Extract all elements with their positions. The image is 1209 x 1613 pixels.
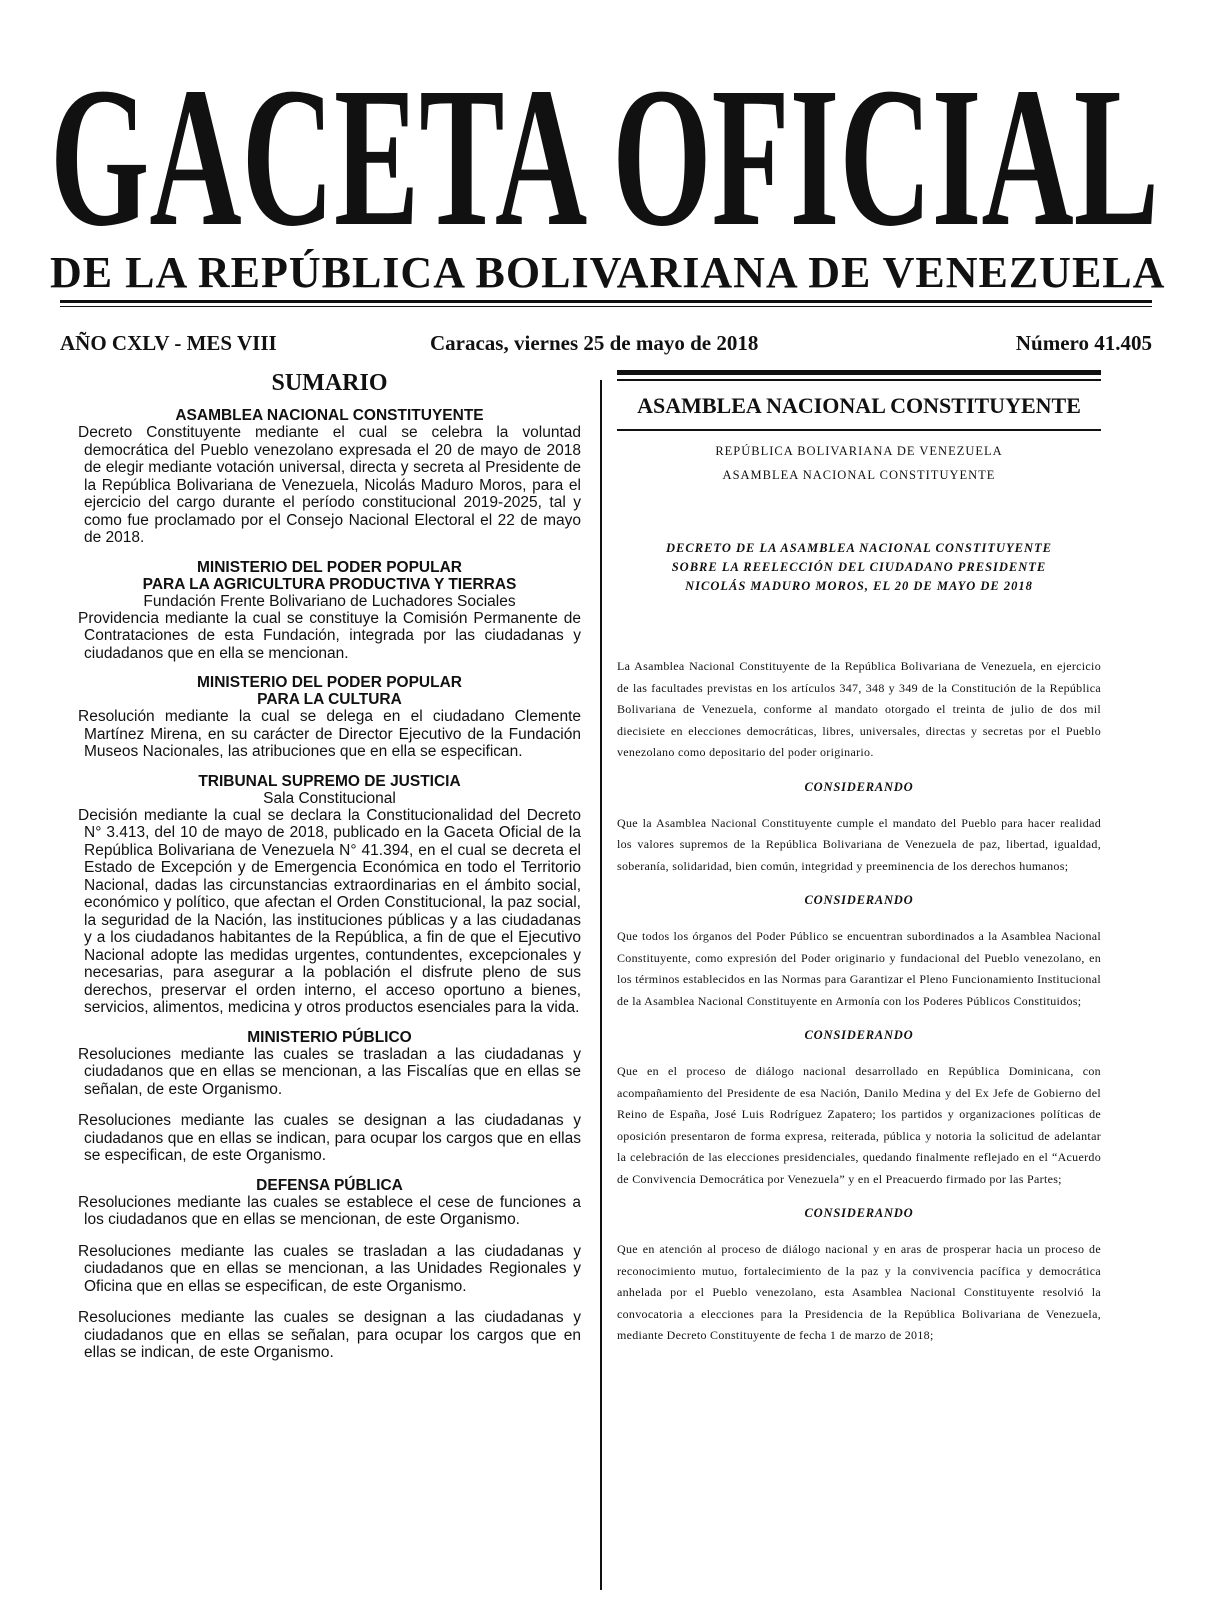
considerando-paragraph: Que en el proceso de diálogo nacional desarrollado en República Dominicana, con acompañamiento del Presidente de esa Nación, Danilo Medina y del Ex Jefe de Gobierno del Reino de España, José Luis Rodríguez Zapatero; los partidos y organizaciones políticas de oposición presentaron de forma expresa, reiterada, pública y notoria la solicitud de adelantar la celebración de las elecciones presidenciales, quedando finalmente reflejado en el “Acuerdo de Convivencia Democrática por Venezuela” y en el Preacuerdo firmado por las Partes; [617, 1064, 1101, 1186]
sumario-entry: Resoluciones mediante las cuales se designan a las ciudadanas y ciudadanos que en ellas se señalan, para ocupar los cargos que en ellas se indican, de este Organismo. [78, 1309, 581, 1361]
section-head: DEFENSA PÚBLICA [256, 1176, 403, 1194]
top-rule [60, 300, 1152, 303]
masthead [50, 52, 1166, 297]
section-heading: ASAMBLEA NACIONAL CONSTITUYENTE [637, 393, 1081, 418]
republic-line: REPÚBLICA BOLIVARIANA DE VENEZUELA [715, 444, 1003, 458]
sumario-entry: Resolución mediante la cual se delega en el ciudadano Clemente Martínez Mirena, en su carácter de Director Ejecutivo de la Fundación Museos Nacionales, las atribuciones que en ella se especifican. [78, 708, 581, 760]
column-divider [600, 380, 602, 1590]
assembly-line: ASAMBLEA NACIONAL CONSTITUYENTE [722, 468, 996, 482]
section-subhead: Sala Constitucional [263, 789, 396, 807]
sumario-entry: Decreto Constituyente mediante el cual se celebra la voluntad democrática del Pueblo venezolano expresada el 20 de mayo de 2018 de elegir mediante votación universal, directa y secreta al Presidente de la República Bolivariana de Venezuela, Nicolás Maduro Moros, para el ejercicio del cargo durante el período constitucional 2019-2025, tal y como fue proclamado por el Consejo Nacional Electoral el 22 de mayo de 2018. [78, 424, 581, 546]
section-head: TRIBUNAL SUPREMO DE JUSTICIA [198, 772, 461, 790]
section-head: ASAMBLEA NACIONAL CONSTITUYENTE [175, 407, 484, 424]
decree-title [617, 539, 1101, 596]
section-rule-bottom [617, 429, 1101, 431]
considerando-paragraph: Que todos los órganos del Poder Público se encuentran subordinados a la Asamblea Nacional Constituyente, como expresión del Poder originario y fundacional del Pueblo venezolano, en los términos establecidos en las Normas para Garantizar el Pleno Funcionamiento Institucional de la Asamblea Nacional Constituyente en Armonía con los Poderes Públicos Constituidos; [617, 929, 1101, 1008]
considerando-paragraph: Que la Asamblea Nacional Constituyente cumple el mandato del Pueblo para hacer realidad los valores supremos de la República Bolivariana de Venezuela de paz, libertad, igualdad, soberanía, solidaridad, bien común, integridad y preeminencia de los derechos humanos; [617, 815, 1101, 873]
section-rule-thin [617, 379, 1101, 381]
sumario-entry: Resoluciones mediante las cuales se establece el cese de funciones a los ciudadanos que en ellas se mencionan, de este Organismo. [78, 1193, 581, 1228]
sumario-entry: Resoluciones mediante las cuales se trasladan a las ciudadanas y ciudadanos que en ellas se mencionan, a las Fiscalías que en ellas se señalan, de este Organismo. [78, 1045, 581, 1098]
sumario-entry: Providencia mediante la cual se constituye la Comisión Permanente de Contrataciones de esta Fundación, integrada por las ciudadanas y ciudadanos que en ella se mencionan. [78, 609, 581, 662]
decree-title-line: DECRETO DE LA ASAMBLEA NACIONAL CONSTITUYENTE [666, 541, 1052, 555]
masthead-title [50, 52, 1159, 237]
sumario-entry: Resoluciones mediante las cuales se trasladan a las ciudadanas y ciudadanos que en ellas se mencionan, a las Unidades Regionales y Oficina que en ellas se especifican, de este Organismo. [78, 1242, 581, 1295]
sumario-column [78, 370, 581, 1362]
issue-date: Caracas, viernes 25 de mayo de 2018 [430, 331, 759, 355]
section-rule [617, 370, 1101, 375]
decree-intro: La Asamblea Nacional Constituyente de la República Bolivariana de Venezuela, en ejercicio de las facultades previstas en los artículos 347, 348 y 349 de la Constitución de la República Bolivariana de Venezuela, conforme al mandato otorgado el treinta de julio de dos mil diecisiete en elecciones democráticas, libres, universales, directas y secretas por el Pueblo venezolano como depositario del poder originario. [617, 659, 1101, 759]
decree-title-line: NICOLÁS MADURO MOROS, EL 20 DE MAYO DE 2018 [685, 579, 1033, 593]
decree-title-line: SOBRE LA REELECCIÓN DEL CIUDADANO PRESIDENTE [671, 560, 1047, 574]
considerando-heading: CONSIDERANDO [804, 779, 914, 794]
decree-column [617, 370, 1101, 1347]
top-rule-thin [60, 306, 1152, 307]
section-subhead: Fundación Frente Bolivariano de Luchadores Sociales [143, 592, 516, 610]
section-head: MINISTERIO DEL PODER POPULAR [197, 674, 462, 691]
section-head: PARA LA AGRICULTURA PRODUCTIVA Y TIERRAS [142, 575, 517, 593]
considerando-heading: CONSIDERANDO [804, 1028, 914, 1042]
section-head: MINISTERIO DEL PODER POPULAR [197, 558, 462, 576]
masthead-subtitle: DE LA REPÚBLICA BOLIVARIANA DE VENEZUELA [50, 248, 1166, 297]
sumario-title: SUMARIO [271, 370, 388, 396]
section-head: PARA LA CULTURA [257, 691, 402, 708]
section-head: MINISTERIO PÚBLICO [247, 1028, 412, 1046]
sumario-entry: Decisión mediante la cual se declara la Constitucionalidad del Decreto N° 3.413, del 10 de mayo de 2018, publicado en la Gaceta Oficial de la República Bolivariana de Venezuela N° 41.394, en el cual se decreta el Estado de Excepción y de Emergencia Económica en todo el Territorio Nacional, dadas las circunstancias extraordinarias en el ámbito social, económico y político, que afectan el Orden Constitucional, la paz social, la seguridad de la Nación, las instituciones públicas y a las ciudadanas y a los ciudadanos habitantes de la República, a fin de que el Ejecutivo Nacional adopte las medidas urgentes, contundentes, excepcionales y necesarias, para asegurar a la población el disfrute pleno de sus derechos, preservar el orden interno, el acceso oportuno a bienes, servicios, alimentos, medicina y otros productos esenciales para la vida. [78, 806, 581, 1016]
sumario-entry: Resoluciones mediante las cuales se designan a las ciudadanas y ciudadanos que en ellas se indican, para ocupar los cargos que en ellas se especifican, de este Organismo. [78, 1112, 581, 1164]
issue-year-month: AÑO CXLV - MES VIII [60, 331, 277, 355]
considerando-heading: CONSIDERANDO [804, 893, 914, 907]
issue-number: Número 41.405 [1015, 331, 1152, 355]
considerando-heading: CONSIDERANDO [804, 1206, 914, 1220]
masthead-title-text: GACETA OFICIAL [50, 52, 1159, 237]
issue-info-bar [60, 331, 1152, 363]
considerando-paragraph: Que en atención al proceso de diálogo nacional y en aras de prosperar hacia un proceso de reconocimiento mutuo, fortalecimiento de la paz y la convivencia pacífica y democrática anhelada por el Pueblo venezolano, esta Asamblea Nacional Constituyente resolvió la convocatoria a elecciones para la Presidencia de la República Bolivariana de Venezuela, mediante Decreto Constituyente de fecha 1 de marzo de 2018; [617, 1242, 1101, 1342]
